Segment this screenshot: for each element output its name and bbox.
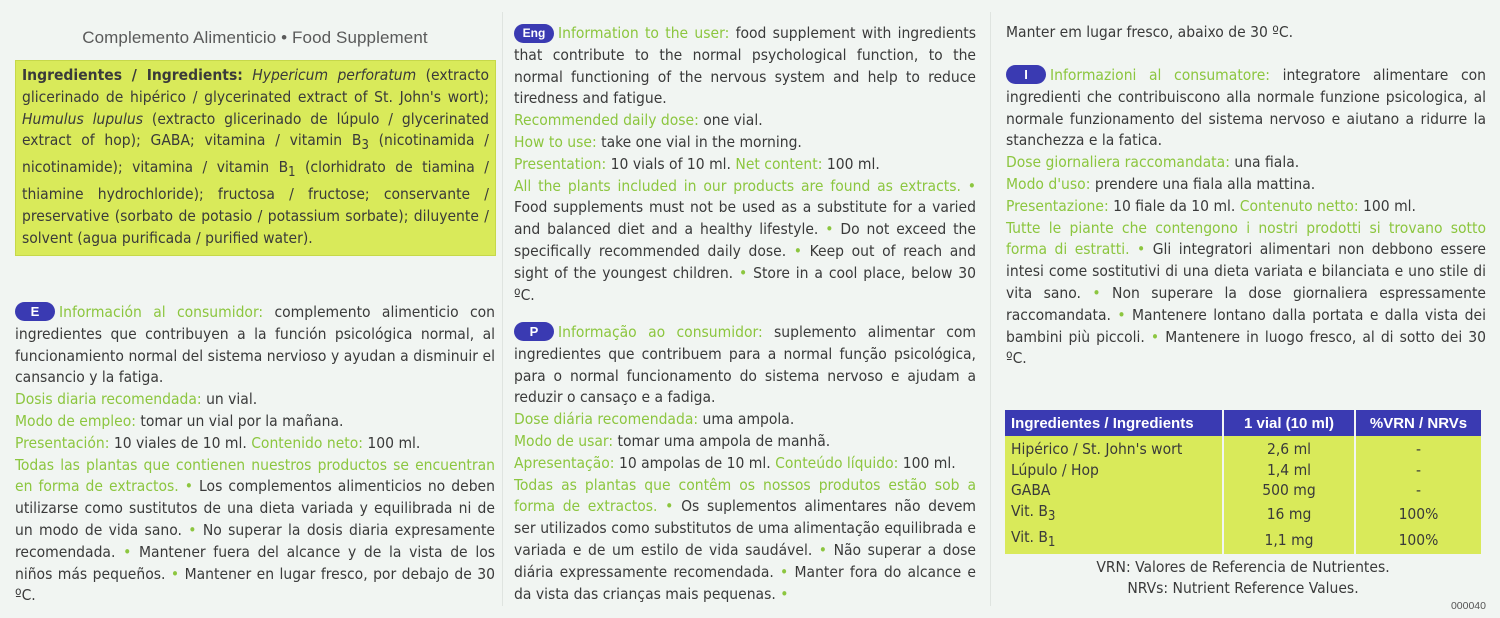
it-dose-label: Dose giornaliera raccomandata: bbox=[1006, 153, 1230, 172]
bullet: • bbox=[184, 477, 193, 496]
lang-badge-it: I bbox=[1006, 65, 1046, 84]
en-dose-text: one vial. bbox=[698, 111, 763, 130]
lang-badge-en: Eng bbox=[514, 24, 554, 43]
bullet: • bbox=[825, 220, 834, 239]
pt-use-label: Modo de usar: bbox=[514, 431, 614, 450]
it-net-text: 100 ml. bbox=[1358, 196, 1416, 215]
bullet: • bbox=[1092, 283, 1101, 302]
ingredients-part: (clorhidrato de tiamina / thiamine hydrochloride); fructosa / fructose; conservante / preservative (sorbato de potasio / potassium sorbate); diluyente / solvent (agua purificada / purified water). bbox=[22, 158, 489, 247]
es-use-text: tomar un vial por la mañana. bbox=[135, 411, 344, 430]
es-pres-text: 10 viales de 10 ml. bbox=[109, 433, 252, 452]
row-nrv: - bbox=[1355, 480, 1481, 501]
row-amount: 2,6 ml bbox=[1223, 436, 1355, 460]
es-plants: Todas las plantas que contienen nuestros productos se encuentran en forma de extractos. bbox=[15, 455, 495, 496]
subscript: 1 bbox=[288, 165, 296, 181]
en-warning: Food supplements must not be used as a substitute for a varied and balanced diet and a healthy lifestyle. bbox=[514, 198, 976, 239]
es-use-label: Modo de empleo: bbox=[15, 411, 136, 430]
pt-text bbox=[514, 322, 976, 605]
es-net-label: Contenido neto: bbox=[251, 433, 363, 452]
subscript: 3 bbox=[1047, 508, 1056, 524]
it-info-label: Informazioni al consumatore: bbox=[1050, 66, 1270, 84]
es-dose-text: un vial. bbox=[201, 390, 258, 409]
column-header-amount: 1 vial (10 ml) bbox=[1223, 410, 1355, 436]
row-nrv: 100% bbox=[1355, 527, 1481, 554]
row-ingredient: Lúpulo / Hop bbox=[1005, 460, 1223, 481]
section-pt bbox=[514, 322, 976, 605]
lang-badge-es: E bbox=[15, 302, 55, 321]
section-en bbox=[514, 23, 976, 306]
bullet: • bbox=[780, 584, 789, 603]
section-es bbox=[15, 302, 495, 607]
it-warning: Gli integratori alimentari non debbono essere intesi come sostitutivi di una dieta variata e bilanciata e uno stile di vita sano. bbox=[1006, 240, 1486, 302]
en-net-label: Net content: bbox=[735, 154, 823, 173]
pt-pres-label: Apresentação: bbox=[514, 453, 615, 472]
es-warning: No superar la dosis diaria expresamente recomendada. bbox=[15, 520, 495, 561]
es-info-text: complemento alimenticio con ingredientes que contribuyen a la función psicológica normal, al funcionamiento normal del sistema nervioso y ayudan a disminuir el cansancio y la fatiga. bbox=[15, 303, 495, 387]
pt-use-text: tomar uma ampola de manhã. bbox=[613, 431, 831, 450]
en-pres-text: 10 vials of 10 ml. bbox=[606, 154, 736, 173]
pt-net-text: 100 ml. bbox=[898, 453, 956, 472]
nutrition-table bbox=[1005, 410, 1481, 554]
row-ingredient-name: Vit. B bbox=[1011, 501, 1048, 520]
en-info-text: food supplement with ingredients that contribute to the normal psychological function, to the normal functioning of the nervous system and help to reduce tiredness and fatigue. bbox=[514, 24, 977, 108]
row-ingredient: Hipérico / St. John's wort bbox=[1005, 436, 1223, 460]
es-net-text: 100 ml. bbox=[363, 433, 421, 452]
es-warning: Los complementos alimenticios no deben utilizarse como sustitutos de una dieta variada y equilibrada ni de un modo de vida sano. bbox=[15, 477, 495, 539]
it-use-text: prendere una fiala alla mattina. bbox=[1090, 174, 1316, 193]
en-plants: All the plants included in our products are found as extracts. bbox=[514, 176, 961, 195]
row-ingredient bbox=[1005, 501, 1223, 528]
ingredients-label: Ingredientes / Ingredients: bbox=[22, 66, 243, 84]
en-warning: Do not exceed the specifically recommended daily dose. bbox=[514, 220, 976, 260]
pt-text-continued: Manter em lugar fresco, abaixo de 30 ºC. bbox=[1006, 23, 1293, 41]
column-left bbox=[15, 0, 495, 618]
ingredients-part: (nicotinamida / nicotinamide); vitamina / vitamin B bbox=[22, 131, 490, 177]
footnote-nrv: NRVs: Nutrient Reference Values. bbox=[1127, 579, 1359, 597]
bullet: • bbox=[1150, 327, 1160, 346]
it-warning: Non superare la dose giornaliera espressamente raccomandata. bbox=[1006, 283, 1486, 324]
pt-pres-text: 10 ampolas de 10 ml. bbox=[614, 453, 776, 472]
table-row bbox=[1005, 460, 1481, 481]
pt-dose-text: uma ampola. bbox=[698, 410, 795, 429]
bullet: • bbox=[188, 520, 197, 539]
bullet: • bbox=[793, 241, 803, 260]
table-row bbox=[1005, 480, 1481, 501]
it-warning: Mantenere lontano dalla portata e dalla vista dei bambini più piccoli. bbox=[1006, 305, 1486, 346]
it-dose-text: una fiala. bbox=[1229, 153, 1300, 172]
it-pres-text: 10 fiale da 10 ml. bbox=[1108, 196, 1240, 215]
row-amount: 16 mg bbox=[1223, 501, 1355, 528]
ingredient-latin-hypericum: Hypericum perforatum bbox=[252, 66, 417, 84]
es-warning: Mantener en lugar fresco, por debajo de 30 ºC. bbox=[15, 564, 495, 605]
bullet: • bbox=[123, 542, 132, 561]
row-amount: 1,4 ml bbox=[1223, 460, 1355, 481]
bullet: • bbox=[739, 263, 748, 282]
it-pres-label: Presentazione: bbox=[1006, 196, 1109, 215]
pt-info-label: Informação ao consumidor: bbox=[558, 323, 763, 341]
table-row bbox=[1005, 527, 1481, 554]
it-info-text: integratore alimentare con ingredienti che contribuiscono alla normale funzione psicologica, al normale funzionamento del sistema nervoso e aiutano a ridurre la stanchezza e la fatica. bbox=[1006, 66, 1486, 150]
column-middle bbox=[514, 0, 976, 618]
en-text bbox=[514, 23, 976, 306]
ingredients-text bbox=[22, 65, 489, 250]
section-pt-continued bbox=[1006, 22, 1486, 44]
bullet: • bbox=[780, 562, 789, 581]
bullet: • bbox=[1117, 305, 1126, 324]
en-pres-label: Presentation: bbox=[514, 154, 607, 173]
en-warning: Keep out of reach and sight of the youngest children. bbox=[514, 241, 976, 282]
it-text bbox=[1006, 65, 1486, 370]
es-info-label: Información al consumidor: bbox=[59, 303, 264, 321]
row-amount: 1,1 mg bbox=[1223, 527, 1355, 554]
section-it bbox=[1006, 65, 1486, 370]
en-info-label: Information to the user: bbox=[558, 24, 730, 42]
es-warning: Mantener fuera del alcance y de la vista de los niños más pequeños. bbox=[15, 542, 495, 583]
product-heading: Complemento Alimenticio • Food Supplement bbox=[82, 28, 428, 47]
row-nrv: - bbox=[1355, 460, 1481, 481]
en-use-text: take one vial in the morning. bbox=[596, 132, 802, 151]
subscript: 1 bbox=[1047, 535, 1056, 551]
en-dose-label: Recommended daily dose: bbox=[514, 111, 699, 130]
column-header-ingredients: Ingredientes / Ingredients bbox=[1005, 410, 1223, 436]
es-pres-label: Presentación: bbox=[15, 433, 110, 452]
row-nrv: - bbox=[1355, 436, 1481, 460]
bullet: • bbox=[967, 176, 976, 195]
row-ingredient: GABA bbox=[1005, 480, 1223, 501]
pt-warning: Manter fora do alcance e da vista das crianças mais pequenas. bbox=[514, 562, 976, 603]
pt-net-label: Conteúdo líquido: bbox=[775, 453, 899, 472]
pt-info-text: suplemento alimentar com ingredientes que contribuem para a normal função psicológica, para o normal funcionamento do sistema nervoso e ajudam a reduzir o cansaço e a fadiga. bbox=[514, 323, 976, 407]
pt-plants: Todas as plantas que contêm os nossos produtos estão sob a forma de extractos. bbox=[514, 475, 976, 516]
pt-warning: Não superar a dose diária expressamente recomendada. bbox=[514, 540, 976, 581]
bullet: • bbox=[1137, 240, 1146, 259]
it-use-label: Modo d'uso: bbox=[1006, 174, 1091, 193]
table-row bbox=[1005, 501, 1481, 528]
bullet: • bbox=[818, 540, 828, 559]
table-row bbox=[1005, 436, 1481, 460]
it-net-label: Contenuto netto: bbox=[1239, 196, 1359, 215]
en-use-label: How to use: bbox=[514, 132, 597, 151]
nutrition-table-header bbox=[1005, 410, 1481, 436]
bullet: • bbox=[665, 497, 674, 516]
row-amount: 500 mg bbox=[1223, 480, 1355, 501]
en-net-text: 100 ml. bbox=[822, 154, 880, 173]
product-code: 000040 bbox=[1450, 600, 1486, 612]
ingredients-part: (extracto glicerinado de lúpulo / glycerinated extract of hop); GABA; vitamina / vitamin B bbox=[22, 109, 489, 150]
it-warning: Mantenere in luogo fresco, al di sotto dei 30 ºC. bbox=[1006, 327, 1486, 368]
row-ingredient-name: Vit. B bbox=[1011, 528, 1048, 547]
ingredient-latin-humulus: Humulus lupulus bbox=[22, 109, 144, 128]
es-dose-label: Dosis diaria recomendada: bbox=[15, 390, 202, 409]
subscript: 3 bbox=[361, 138, 369, 154]
row-nrv: 100% bbox=[1355, 501, 1481, 528]
ingredients-box bbox=[15, 60, 496, 256]
es-text bbox=[15, 302, 495, 607]
lang-badge-pt: P bbox=[514, 322, 554, 341]
en-warning: Store in a cool place, below 30 ºC. bbox=[514, 263, 976, 304]
ingredients-part: (extracto glicerinado de hipérico / glycerinated extract of St. John's wort); bbox=[22, 66, 489, 106]
footnote-vrn: VRN: Valores de Referencia de Nutrientes. bbox=[1096, 558, 1390, 576]
it-plants: Tutte le piante che contengono i nostri prodotti si trovano sotto forma di estratti. bbox=[1006, 218, 1486, 259]
pt-dose-label: Dose diária recomendada: bbox=[514, 410, 699, 429]
row-ingredient bbox=[1005, 527, 1223, 554]
bullet: • bbox=[170, 564, 180, 583]
pt-warning: Os suplementos alimentares não devem ser utilizados como substitutos de uma alimentação equilibrada e variada e de um estilo de vida saudável. bbox=[514, 497, 977, 559]
column-header-nrv: %VRN / NRVs bbox=[1355, 410, 1481, 436]
